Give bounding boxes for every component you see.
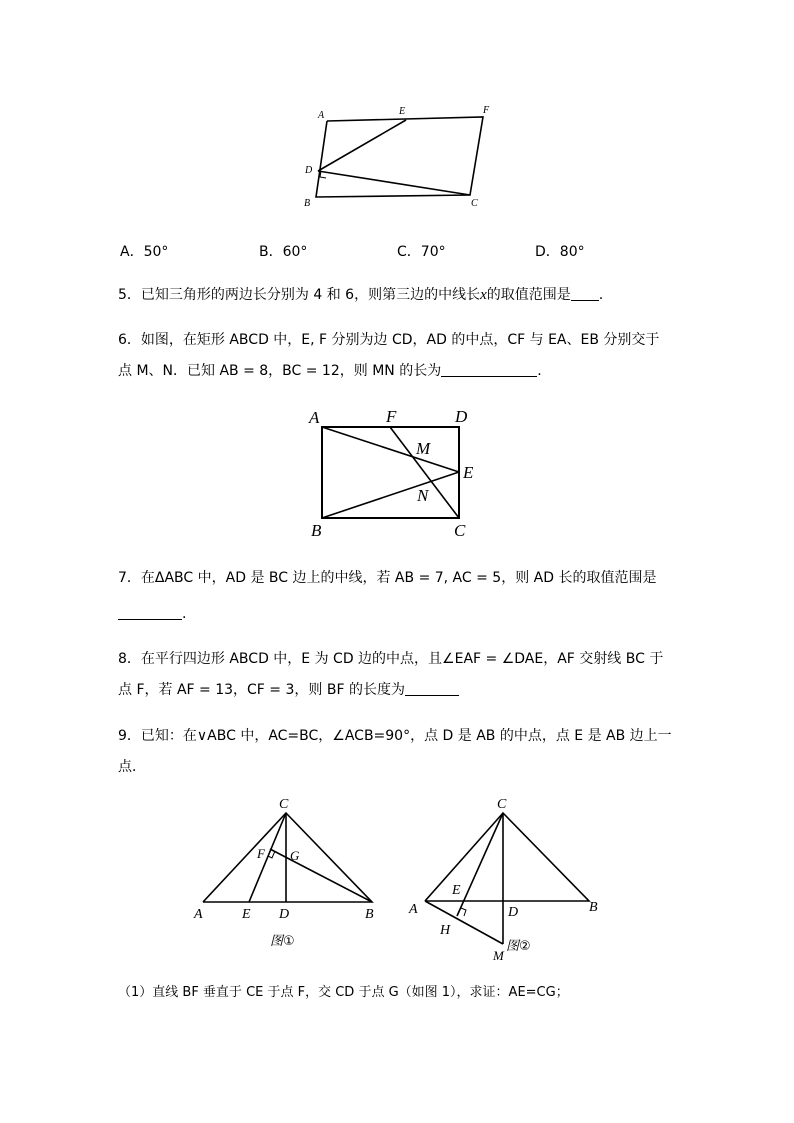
fig1-label-F: F [483,105,490,116]
fig4-label-M: M [493,948,504,963]
fig4-triangle-ABC [425,813,589,901]
fig1-label-E: E [399,106,406,117]
q4-option-a: A．50° [120,244,169,260]
fig2-label-A: A [309,408,320,427]
fig2-label-C: C [454,521,466,540]
question-9-line2: 点． [118,759,146,775]
fig3-label-B: B [365,907,374,922]
figure-triangle-2 [400,790,610,965]
question-9-part-1: （1）直线 BF 垂直于 CE 于点 F，交 CD 于点 G（如图 1），求证：AE=CG； [118,985,569,1000]
fig1-label-A: A [318,110,325,121]
fig1-segment-DE [318,120,406,171]
fig4-label-B: B [589,900,598,915]
q8-answer-blank[interactable] [405,681,459,696]
fig4-label-E: E [452,883,461,898]
question-6-line2: 点 M、N．已知 AB = 8，BC = 12，则 MN 的长为 . [118,363,542,379]
fig3-segment-CE [249,813,286,902]
question-7-line1: 7．在ΔABC 中，AD 是 BC 边上的中线，若 AB = 7, AC = 5，则 AD 长的取值范围是 [118,570,657,586]
fig4-label-D: D [508,905,519,920]
fig2-label-E: E [463,463,474,482]
q4-option-b: B．60° [259,244,308,260]
fig4-segment-AM [425,901,503,944]
fig2-label-B: B [311,521,322,540]
fig2-label-N: N [417,486,429,505]
fig2-segment-BE [322,472,459,518]
fig2-rect-ABCD [322,427,459,518]
fig3-label-G: G [290,848,300,863]
fig4-right-angle [461,908,466,916]
fig2-label-M: M [416,439,431,458]
question-6-line1: 6．如图，在矩形 ABCD 中，E, F 分别为边 CD，AD 的中点，CF 与 EA、EB 分别交于 [118,332,660,348]
fig1-label-D: D [305,165,313,176]
fig2-label-F: F [386,407,397,426]
fig3-label-D: D [279,907,290,922]
fig3-label-F: F [257,846,265,861]
fig1-segment-DC [318,171,470,195]
fig1-label-B: B [304,198,311,209]
figure-parallelogram [298,100,498,212]
question-8-line1: 8．在平行四边形 ABCD 中，E 为 CD 边的中点，且∠EAF = ∠DAE，AF 交射线 BC 于 [118,651,664,667]
fig1-label-C: C [471,198,478,209]
fig3-label-E: E [242,907,251,922]
fig4-label-C: C [497,797,507,812]
question-9-line1: 9．已知：在∨ABC 中，AC=BC，∠ACB=90°，点 D 是 AB 的中点，点 E 是 AB 边上一 [118,728,672,744]
fig2-segment-AE [322,427,459,472]
question-7-line2: . [118,604,186,624]
figure-rectangle [305,403,485,543]
figure-triangle-1 [190,790,390,960]
fig3-label-A: A [194,907,203,922]
fig3-label-C: C [279,797,289,812]
q4-option-d: D．80° [535,244,585,260]
fig4-caption: 图② [506,939,531,954]
q7-answer-blank[interactable] [118,605,182,620]
q4-option-c: C．70° [397,244,446,260]
fig2-label-D: D [455,407,468,426]
fig4-label-A: A [409,902,418,917]
question-5: 5．已知三角形的两边长分别为 4 和 6，则第三边的中线长x的取值范围是 . [118,287,604,303]
fig4-label-H: H [440,923,451,938]
question-8-line2: 点 F，若 AF = 13，CF = 3，则 BF 的长度为 [118,680,459,700]
fig3-caption: 图① [270,934,295,949]
q6-answer-blank[interactable] [441,362,537,377]
q5-answer-blank[interactable] [571,286,599,301]
